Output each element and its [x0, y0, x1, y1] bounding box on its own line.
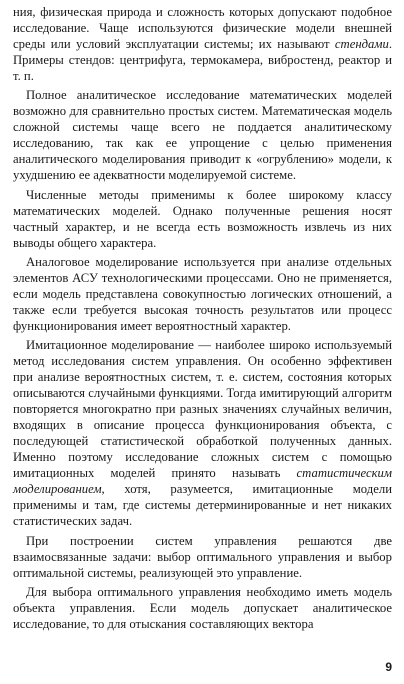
page-number: 9 — [385, 660, 392, 674]
text-run: Полное аналитическое исследование математических моделей возможно для сравнительно простых систем. Математическая модель сложной системы чаще всего не поддается аналитическому исследованию, так как ее упрощение с целью применения аналитического моделирования приводит к «огрублению» модели, к ухудшению ее адекватности моделируемой системе. — [13, 88, 392, 183]
text-run: Для выбора оптимального управления необходимо иметь модель объекта управления. Если модель допускает аналитическое исследование, то для отыскания составляющих вектора — [13, 584, 392, 631]
paragraph — [13, 584, 392, 632]
text-run: . Примеры стендов: центрифуга, термокамера, вибростенд, реактор и т. п. — [13, 37, 392, 84]
paragraph — [13, 533, 392, 581]
paragraph — [13, 337, 392, 530]
text-run: При построении систем управления решаются две взаимосвязанные задачи: выбор оптимального управления и выбор оптимальной системы, реализующей это управление. — [13, 533, 392, 580]
paragraph — [13, 187, 392, 251]
text-run: ния, физическая природа и сложность которых допускают подобное исследование. Чаще используются физические модели внешней среды или условий эксплуатации системы; их называют — [13, 5, 392, 52]
text-run: Численные методы применимы к более широкому классу математических моделей. Однако полученные решения носят частный характер, и не всегда есть возможность извлечь из них выводы общего характера. — [13, 187, 392, 250]
italic-term: статистическим моделированием — [13, 466, 392, 497]
text-run: , хотя, разумеется, имитационные модели применимы и там, где системы детерминированные и нет никаких статистических задач. — [13, 482, 392, 529]
paragraph — [13, 4, 392, 84]
paragraph — [13, 254, 392, 334]
document-page — [13, 4, 392, 632]
italic-term: стендами — [334, 37, 389, 52]
paragraph — [13, 87, 392, 183]
body-text — [13, 4, 392, 632]
text-run: Аналоговое моделирование используется при анализе отдельных элементов АСУ технологическими процессами. Оно не применяется, если модель представлена совокупностью логических отношений, а также если требуется высокая точность результатов или процесс функционирования имеет вероятностный характер. — [13, 254, 392, 333]
text-run: Имитационное моделирование — наиболее широко используемый метод исследования систем управления. Он особенно эффективен при анализе вероятностных систем, т. е. систем, состояния которых описываются случайными функциями. Тогда имитирующий алгоритм повторяется многократно при разных значениях случайных величин, входящих в описание процесса функционирования объекта, с последующей статистической обработкой полученных данных. Именно поэтому исследование сложных систем с помощью имитационных моделей принято называть — [13, 337, 392, 481]
